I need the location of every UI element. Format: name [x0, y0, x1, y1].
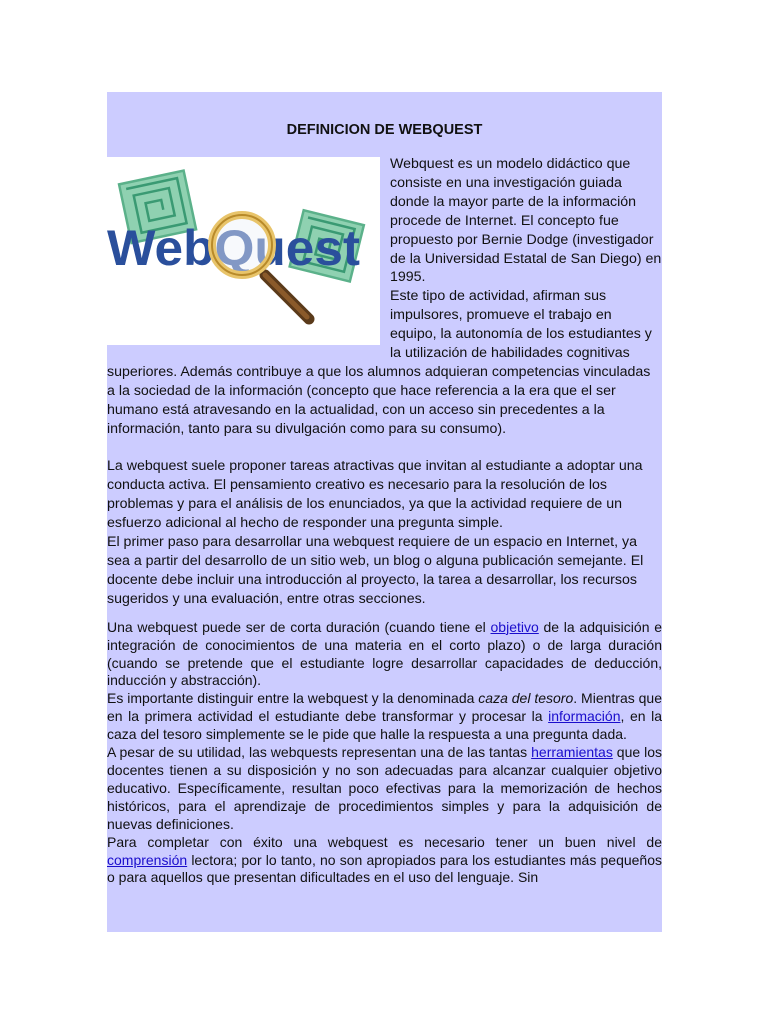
document-title: DEFINICION DE WEBQUEST [286, 122, 483, 138]
text-run: de la adquisición e integración de conocimientos de una materia en el corto plazo) o de larga duración (cuando se pretende que el estudiante logre desarrollar capacidades de deducción, inducción y abstracción). [107, 618, 662, 689]
section2-paragraph-4 [107, 834, 662, 888]
link-objetivo[interactable]: objetivo [490, 618, 539, 635]
section-2 [107, 619, 662, 888]
intro-paragraph-1: Webquest es un modelo didáctico que consiste en una investigación guiada donde la mayor parte de la información procede de Internet. El concepto fue propuesto por Bernie Dodge (investigador de la Universidad Estatal de San Diego) en 1995. [390, 156, 662, 286]
document-body [107, 155, 662, 887]
text-run: A pesar de su utilidad, las webquests representan una de las tantas [107, 744, 532, 761]
text-run: Una webquest puede ser de corta duración (cuando tiene el [107, 618, 491, 635]
document-page [107, 92, 662, 932]
text-run: , en la caza del tesoro simplemente se le pide que halle la respuesta a una pregunta dada. [107, 708, 662, 743]
text-run: lectora; por lo tanto, no son apropiados para los estudiantes más pequeños o para aquellos que presentan dificultades en el uso del lenguaje. Sin [107, 851, 662, 886]
link-informacion[interactable]: información [548, 708, 621, 725]
intro-paragraph-2: Este tipo de actividad, afirman sus impulsores, promueve el trabajo en equipo, la autonomía de los estudiantes y la utilización de habilidades cognitivas superiores. Además contribuye a que los alumnos adquieran competencias vinculadas a la sociedad de la información (concepto que hace referencia a la era que el ser humano está atravesando en la actualidad, con un acceso sin precedentes a la información, tanto para su divulgación como para su consumo). [107, 288, 652, 437]
section2-paragraph-2 [107, 690, 662, 744]
text-run: . Mientras que en la primera actividad el estudiante debe transformar y procesar la [107, 690, 662, 725]
emphasis-caza-del-tesoro: caza del tesoro [478, 690, 574, 707]
intro-paragraph-4: El primer paso para desarrollar una webquest requiere de un espacio en Internet, ya sea a partir del desarrollo de un sitio web, un blog o alguna publicación semejante. El docente debe incluir una introducción al proyecto, la tarea a desarrollar, los recursos sugeridos y una evaluación, entre otras secciones. [107, 534, 644, 607]
svg-text:WebQuest: WebQuest [107, 220, 361, 276]
intro-paragraph-3: La webquest suele proponer tareas atractivas que invitan al estudiante a adoptar una conducta activa. El pensamiento creativo es necesario para la resolución de los problemas y para el análisis de los enunciados, ya que la actividad requiere de un esfuerzo adicional al hecho de responder una pregunta simple. [107, 458, 643, 532]
text-run: que los docentes tienen a su disposición y no son adecuadas para alcanzar cualquier objetivo educativo. Específicamente, resultan poco efectivas para la memorización de hechos históricos, para el aprendizaje de procedimientos simples y para la adquisición de nuevas definiciones. [107, 744, 662, 832]
text-run: Para completar con éxito una webquest es necesario tener un buen nivel de [107, 833, 662, 850]
section2-paragraph-1 [107, 619, 662, 691]
logo-float-spacer [107, 155, 390, 345]
link-herramientas[interactable]: herramientas [531, 744, 613, 761]
text-run: Es importante distinguir entre la webquest y la denominada [107, 690, 479, 707]
section2-paragraph-3 [107, 744, 662, 834]
link-comprension[interactable]: comprensión [107, 851, 188, 868]
